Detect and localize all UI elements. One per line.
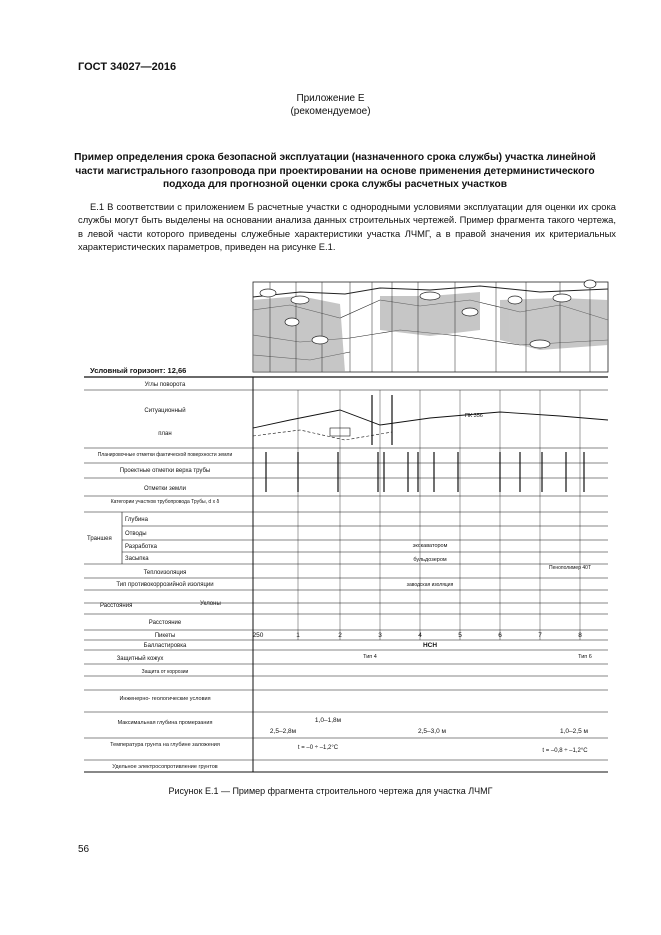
picket-1: 1 [296,632,300,639]
row-label: Расстояние [148,620,182,626]
row-label: Засыпка [125,556,149,562]
freeze-3: 2,5–3,0 м [418,728,446,735]
row-label: Балластировка [143,643,187,649]
row-label: Пикеты [154,633,176,639]
temp-2: t = –0,8 ÷ –1,2°С [542,748,588,754]
picket-4: 4 [418,632,422,639]
picket-5: 5 [458,632,462,639]
picket-8: 8 [578,632,582,639]
freeze-1: 2,5–2,8м [269,728,297,735]
picket-6: 6 [498,632,502,639]
row-label: Проектные отметки верха трубы [119,468,211,474]
row-label: Защитный кожух [116,656,164,662]
picket-3: 3 [378,632,382,639]
row-label: Разработка [125,544,157,550]
paragraph-e1: Е.1 В соответствии с приложением Б расчетные участки с однородными условиями эксплуатации для оценки их срока службы могут быть выделены на основании анализа данных строительных чертежей. Пример фрагмента такого чертежа, в левой части которого приведены служебные характеристики участка ЛЧМГ, а в правой значения их критериальных характеристических параметров, приведен на рисунке Е.1. [78,201,616,253]
row-label: Расстояния [100,603,133,609]
row-label: Температура грунта на глубине заложения [110,742,220,748]
row-label: Глубина [125,517,148,523]
ballast-value: НСН [422,642,438,649]
row-label: Отметки земли [143,486,187,492]
picket-mark: ПК 356 [465,413,483,419]
backfill-value: бульдозером [413,557,447,563]
row-label: Максимальная глубина промерзания [117,720,213,726]
section-title: Пример определения срока безопасной эксплуатации (назначенного срока службы) участка линейной части магистрального газопровода при проектировании на основе применения детерминистического подхода для прогнозной оценки срока службы расчетных участков [74,152,596,190]
page-number: 56 [78,844,90,855]
row-label: Уклоны [200,601,221,607]
row-label: Углы поворота [144,382,186,388]
geological-profile [253,280,608,372]
picket-0: 250 [252,632,264,639]
trench-label: Траншея [87,536,112,542]
row-label: Планировочные отметки фактической поверхности земли [97,452,233,458]
picket-7: 7 [538,632,542,639]
row-label: Тип противокоррозийной изоляции [116,582,214,588]
table-values [253,413,592,754]
picket-2: 2 [338,632,342,639]
row-label: Ситуационный [144,408,186,414]
type4-value: Тип 4 [363,654,377,660]
page-header: ГОСТ 34027—2016 [78,61,177,73]
type6-value: Тип 6 [578,654,592,660]
excav-value: экскаватором [412,543,448,549]
freeze-2: 1,0–1,8м [314,717,342,724]
row-label: Отводы [125,531,147,537]
row-labels [87,366,232,770]
appendix-status: (рекомендуемое) [290,106,371,117]
row-label: Категории участков трубопровода Трубы, d x δ [110,499,220,505]
horizon-label: Условный горизонт: 12,66 [90,366,187,375]
figure-caption: Рисунок Е.1 — Пример фрагмента строительного чертежа для участка ЛЧМГ [168,786,493,796]
insulation-value: заводская изоляция [406,582,454,588]
temp-1: t = –0 ÷ –1,2°С [297,745,339,751]
appendix-title: Приложение Е [296,93,365,104]
row-label: план [158,431,172,437]
cover-value: Пенополимер 40Т [548,565,592,571]
row-label: Защита от коррозии [141,669,189,675]
row-label: Инженерно- геологические условия [119,696,211,702]
row-label: Удельное электросопротивление грунтов [112,764,218,770]
freeze-4: 1,0–2,5 м [560,728,588,735]
row-label: Теплоизоляция [143,570,187,576]
